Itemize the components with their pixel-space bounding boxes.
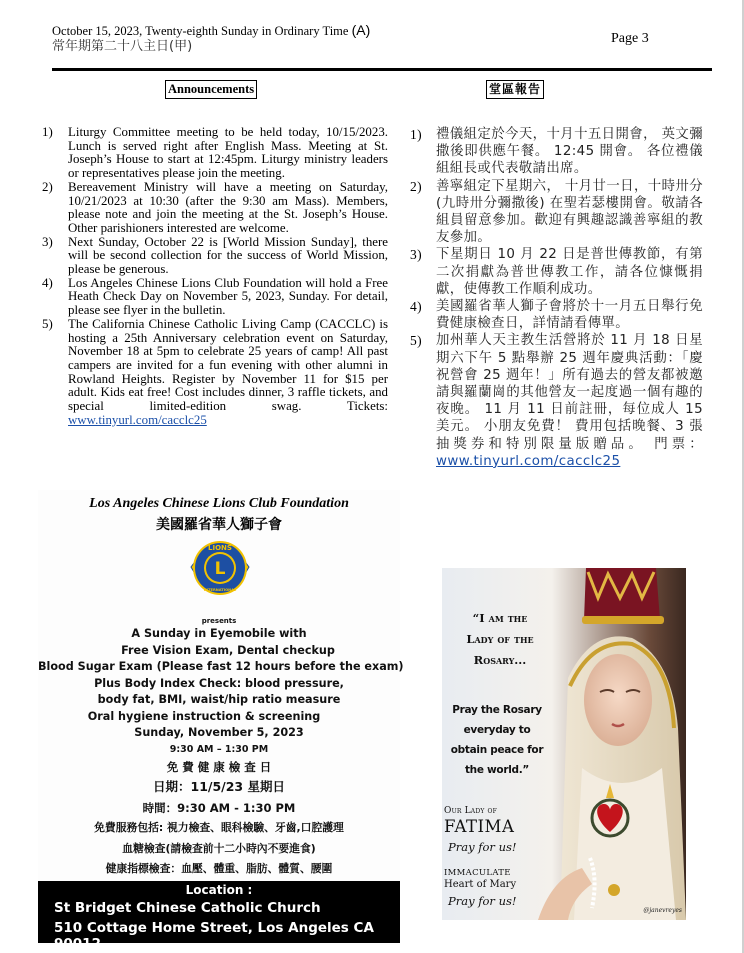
- flyer-line-zh: 免費服務包括: 視力檢查、眼科檢驗、牙齒,口腔護理: [94, 821, 344, 834]
- pray-text: [448, 700, 546, 780]
- announcement-item: [42, 318, 388, 428]
- item-text: 善寧組定下星期六， 十月廿一日，十時卅分(九時卅分彌撒後) 在聖若瑟樓開會。敬請各組員留意參加。歡迎有興趣認識善寧組的教友參加。: [436, 178, 703, 246]
- item-text: 禮儀組定於今天，十月十五日開會， 英文彌撒後即供應午餐。 12:45 開會。 各位禮儀組組長或代表敬請出席。: [436, 127, 703, 177]
- announcement-item: [42, 236, 388, 277]
- logo-top-text: LIONS: [208, 544, 232, 552]
- logo-bottom-text: INTERNATIONAL: [203, 588, 237, 592]
- date-text: October 15, 2023, Twenty-eighth Sunday in Ordinary Time: [52, 24, 349, 38]
- tickets-link[interactable]: www.tinyurl.com/cacclc25: [68, 412, 207, 427]
- item-text: 加州華人天主教生活營將於 11 月 18 日星期六下午 5 點舉辦 25 週年慶典活動：「慶祝營會 25 週年！」所有過去的營友都被邀請與羅蘭崗的其他營友一起度過一個有趣的夜晚。 11 月 11 日前註冊，每位成人 15 美元。 小朋友免費！ 費用包括晚餐、3 張抽獎券和特別限量版贈品。 門票：: [436, 333, 703, 452]
- quote-line: Rosary...: [473, 653, 527, 667]
- flyer-details: [38, 616, 404, 880]
- pray-line: Pray the Rosary: [452, 704, 542, 716]
- item-number: 2): [42, 179, 53, 194]
- announcements-list: [42, 126, 388, 427]
- announcement-item-zh: [410, 178, 703, 247]
- lions-club-flyer: [38, 490, 404, 952]
- location-name: St Bridget Chinese Catholic Church: [54, 900, 321, 916]
- flyer-line-zh: 血糖檢查(請檢查前十二小時內不要進食): [122, 841, 316, 855]
- pray-for-us-text: Pray for us!: [448, 894, 517, 908]
- item-text: Los Angeles Chinese Lions Club Foundation will hold a Free Heath Check Day on November 5, 2023, Sunday. For detail, please see flyer in the bulletin.: [68, 275, 388, 318]
- quote-line: Lady of the: [466, 632, 534, 646]
- announcement-item: [42, 277, 388, 318]
- tickets-link-zh[interactable]: www.tinyurl.com/cacclc25: [436, 453, 621, 469]
- item-text: The California Chinese Catholic Living Camp (CACCLC) is hosting a 25th Anniversary celebration event on Saturday, November 18 at 5pm to celebrate 25 years of camp! All past campers are invited for a fun evening with other alumni in Rowland Heights. Register by November 11 for $15 per adult. Kids eat free! Cost includes dinner, 3 raffle tickets, and special limited-edition swag. Tickets:: [68, 316, 388, 414]
- flyer-line-zh: 免 費 健 康 檢 查 日: [166, 759, 272, 774]
- page-number: Page 3: [611, 31, 649, 46]
- item-number: 1): [42, 125, 53, 139]
- our-lady-text: Our Lady of: [444, 806, 498, 816]
- flyer-line-zh: 時間：9:30 AM - 1:30 PM: [142, 800, 296, 815]
- item-number: 5): [410, 333, 423, 349]
- logo-letter: L: [214, 559, 226, 579]
- pray-line: everyday to: [463, 724, 531, 736]
- fatima-title: FATIMA: [444, 817, 515, 836]
- location-banner: [38, 881, 400, 952]
- item-number: 2): [410, 178, 423, 194]
- announcement-item-zh: [410, 298, 703, 332]
- header-rule: [52, 68, 712, 71]
- flyer-line-zh: 日期：11/5/23 星期日: [153, 779, 285, 794]
- location-label: Location :: [185, 883, 253, 897]
- item-text: Liturgy Committee meeting to be held today, 10/15/2023. Lunch is served right after English Mass. Meeting at St. Joseph’s House to start at 12:45pm. Liturgy ministry leaders or representatives please join the meeting.: [68, 125, 388, 181]
- item-number: 1): [410, 127, 423, 142]
- flyer-line: Blood Sugar Exam (Please fast 12 hours before the exam): [38, 660, 404, 673]
- announcement-item-zh: [410, 246, 703, 298]
- pray-line: the world.”: [464, 764, 530, 776]
- announcements-title: Announcements: [165, 80, 257, 99]
- immaculate-text: IMMACULATE: [444, 868, 511, 878]
- item-text: Next Sunday, October 22 is [World Mission Sunday], there will be second collection for the success of World Mission, please be generous.: [68, 234, 388, 277]
- date-line: [52, 22, 370, 39]
- pray-for-us-text: Pray for us!: [448, 840, 517, 854]
- item-number: 3): [410, 247, 423, 263]
- item-number: 4): [42, 275, 53, 290]
- flyer-line-zh: 健康指標檢查：血壓、體重、脂肪、體質、腰圍: [105, 862, 333, 875]
- announcement-item-zh: [410, 332, 703, 470]
- quote-text: [448, 608, 552, 671]
- flyer-line: A Sunday in Eyemobile with: [131, 627, 307, 640]
- item-number: 3): [42, 234, 53, 249]
- bulletin-header: [52, 22, 370, 55]
- announcements-list-zh: [410, 126, 703, 470]
- pray-line: obtain peace for: [450, 744, 544, 756]
- item-text: 美國羅省華人獅子會將於十一月五日舉行免費健康檢查日，詳情請看傳單。: [436, 299, 703, 332]
- face-shape: [584, 654, 652, 746]
- heart-of-mary-text: Heart of Mary: [444, 879, 517, 890]
- presents-text: presents: [201, 617, 237, 625]
- item-number: 5): [42, 316, 53, 331]
- flyer-line: body fat, BMI, waist/hip ratio measure: [97, 693, 341, 706]
- flyer-time: 9:30 AM – 1:30 PM: [169, 743, 269, 755]
- flyer-org-name-zh: 美國羅省華人獅子會: [156, 517, 282, 533]
- flyer-date: Sunday, November 5, 2023: [134, 726, 304, 739]
- item-text: Bereavement Ministry will have a meeting on Saturday, 10/21/2023 at 10:30 (after the 9:30 am Mass). Members, please note and join the meeting at the St. Joseph’s House. Other parishioners interested are welcome.: [68, 179, 388, 235]
- flyer-line: Plus Body Index Check: blood pressure,: [94, 676, 344, 690]
- flyer-line: Free Vision Exam, Dental checkup: [121, 643, 335, 657]
- lions-logo-icon: [189, 537, 251, 599]
- date-line-zh: 常年期第二十八主日(甲): [52, 39, 193, 54]
- flyer-org-name: Los Angeles Chinese Lions Club Foundation: [89, 496, 349, 511]
- announcement-item: [42, 181, 388, 236]
- our-lady-of-fatima-image: [442, 568, 686, 920]
- announcement-item: [42, 126, 388, 181]
- announcements-title-zh: 堂區報告: [486, 80, 544, 99]
- item-number: 4): [410, 299, 423, 315]
- image-credit: @janevreyes: [643, 907, 682, 914]
- flyer-line: Oral hygiene instruction & screening: [87, 709, 321, 723]
- item-text: 下星期日 10 月 22 日是普世傳教節，有第二次捐獻為普世傳教工作，請各位慷慨捐獻，使傳教工作順利成功。: [436, 247, 703, 297]
- location-address: 510 Cottage Home Street, Los Angeles CA 90012: [54, 920, 374, 952]
- quote-line: “I am the: [472, 611, 528, 625]
- announcement-item-zh: [410, 126, 703, 178]
- liturgical-cycle: (A): [351, 22, 371, 38]
